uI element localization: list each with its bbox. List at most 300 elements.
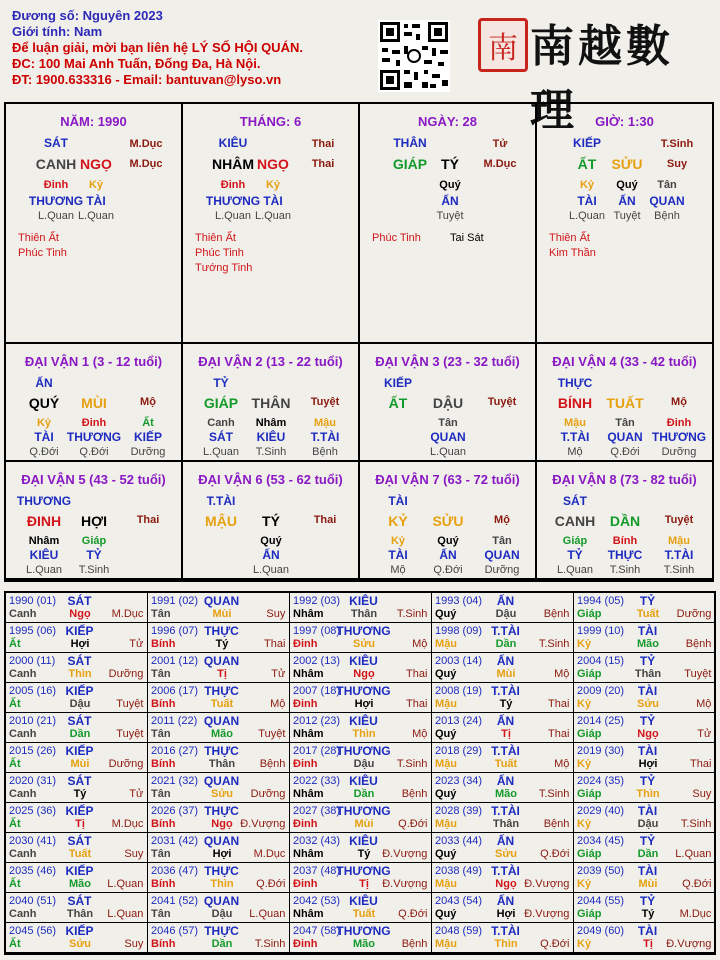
year-stage: Bệnh	[685, 638, 712, 650]
pillar-god-stage: M.Dục	[129, 138, 163, 150]
year-god: TÀI	[637, 924, 658, 938]
hidden-stage: Q.Đới	[79, 446, 109, 458]
year-stem: Đinh	[293, 938, 318, 950]
year-stem: Nhâm	[293, 668, 324, 680]
year-stage: Thai	[689, 758, 712, 770]
year-branch: Tuất	[68, 848, 92, 860]
year-label: 2023 (34)	[435, 775, 483, 787]
year-stem: Nhâm	[293, 608, 324, 620]
year-stage: Đ.Vượng	[240, 818, 286, 830]
year-cell[interactable]	[432, 743, 574, 773]
year-cell[interactable]	[432, 773, 574, 803]
phone-email[interactable]: ĐT: 1900.633316 - Email: bantuvan@lyso.vn	[12, 72, 282, 87]
year-stage: Mộ	[554, 758, 570, 770]
hidden-god: TÀI	[86, 194, 106, 208]
year-cell[interactable]	[6, 683, 148, 713]
year-branch: Ngọ	[495, 878, 517, 890]
year-stage: Đ.Vượng	[382, 878, 428, 890]
dai-van-branch: HỢI	[81, 513, 107, 529]
year-stem: Tân	[151, 608, 171, 620]
year-label: 2014 (25)	[577, 715, 625, 727]
year-cell[interactable]	[148, 833, 290, 863]
year-label: 2027 (38)	[293, 805, 341, 817]
hidden-stem: Quý	[616, 179, 638, 191]
year-stem: Nhâm	[293, 728, 324, 740]
year-label: 2008 (19)	[435, 685, 483, 697]
year-cell[interactable]	[574, 893, 716, 923]
year-stem: Đinh	[293, 638, 318, 650]
hidden-stem: Kỷ	[265, 179, 281, 191]
year-branch: Mùi	[212, 608, 232, 620]
year-stage: Tử	[271, 668, 286, 680]
hidden-god: TỶ	[86, 548, 102, 562]
year-god: TÀI	[637, 624, 658, 638]
year-branch: Tị	[217, 668, 227, 680]
dai-van-god: THỰC	[557, 376, 593, 390]
year-cell[interactable]	[432, 623, 574, 653]
year-label: 2036 (47)	[151, 865, 199, 877]
dai-van-god: KIẾP	[383, 376, 413, 390]
pillar-stem: CANH	[35, 156, 77, 172]
year-label: 2026 (37)	[151, 805, 199, 817]
year-stem: Mậu	[435, 938, 457, 950]
year-label: 1997 (08)	[293, 625, 341, 637]
year-stage: M.Dục	[679, 908, 712, 920]
year-cell[interactable]	[6, 743, 148, 773]
year-label: 1990 (01)	[9, 595, 57, 607]
year-god: KIÊU	[349, 774, 378, 788]
hidden-stem: Kỷ	[88, 179, 104, 191]
year-stem: Đinh	[293, 758, 318, 770]
hidden-god: THƯƠNG	[205, 194, 261, 208]
year-god: KIẾP	[65, 924, 94, 938]
year-cell[interactable]	[432, 683, 574, 713]
pillar-stem-stage: M.Dục	[129, 158, 163, 170]
pillar-god: KIẾP	[572, 136, 602, 150]
year-label: 2038 (49)	[435, 865, 483, 877]
hidden-stem: Tân	[492, 535, 512, 547]
year-cell[interactable]	[574, 683, 716, 713]
pillar-stem-stage: Suy	[666, 158, 688, 170]
dai-van-stage: Mộ	[671, 396, 687, 408]
year-god: THỰC	[204, 744, 239, 758]
year-god: THƯƠNG	[336, 924, 391, 938]
hidden-god: TÀI	[388, 548, 408, 562]
year-branch: Thìn	[210, 878, 234, 890]
year-god: ẤN	[496, 594, 515, 608]
pillar-cell	[360, 104, 537, 344]
year-cell[interactable]	[432, 863, 574, 893]
header-info	[12, 8, 372, 88]
year-cell[interactable]	[6, 803, 148, 833]
year-stage: Suy	[266, 608, 286, 620]
dai-van-title: ĐẠI VẬN 8 (73 - 82 tuổi)	[552, 472, 697, 487]
hidden-stage: Mộ	[390, 564, 406, 576]
year-cell[interactable]	[574, 803, 716, 833]
hidden-stem: Đinh	[220, 179, 246, 191]
year-branch: Thân	[66, 908, 94, 920]
year-label: 2049 (60)	[577, 925, 625, 937]
year-cell[interactable]	[290, 833, 432, 863]
year-god: THƯƠNG	[336, 684, 391, 698]
year-cell[interactable]	[6, 773, 148, 803]
hidden-god: T.TÀI	[310, 430, 340, 444]
year-branch: Tuất	[210, 698, 234, 710]
year-cell[interactable]	[148, 683, 290, 713]
year-stage: Q.Đới	[540, 848, 570, 860]
year-god: T.TÀI	[491, 924, 520, 938]
year-branch: Thìn	[636, 788, 660, 800]
year-stem: Giáp	[577, 848, 602, 860]
dai-van-branch: DẦN	[609, 513, 641, 529]
year-cell[interactable]	[6, 833, 148, 863]
year-branch: Dậu	[69, 698, 91, 710]
year-branch: Sửu	[352, 638, 376, 650]
hidden-stem: Kỷ	[579, 179, 595, 191]
year-cell[interactable]	[6, 863, 148, 893]
year-cell[interactable]	[6, 653, 148, 683]
year-stage: T.Sinh	[254, 938, 286, 950]
hidden-stem: Nhâm	[28, 535, 60, 547]
year-stem: Ất	[9, 818, 21, 830]
year-stage: Q.Đới	[682, 878, 712, 890]
dai-van-stem: CANH	[554, 513, 596, 529]
year-branch: Tý	[215, 638, 229, 650]
year-god: SÁT	[67, 894, 92, 908]
year-god: TÀI	[637, 744, 658, 758]
year-god: KIÊU	[349, 654, 378, 668]
year-stage: Tuyệt	[116, 698, 144, 710]
year-god: KIÊU	[349, 834, 378, 848]
pillar-stem: GIÁP	[392, 156, 428, 172]
year-stage: Đ.Vượng	[524, 878, 570, 890]
year-stem: Đinh	[293, 878, 318, 890]
dai-van-stem: QUÝ	[28, 395, 60, 411]
year-stem: Quý	[435, 908, 457, 920]
year-cell[interactable]	[432, 923, 574, 953]
year-branch: Ngọ	[211, 818, 233, 830]
hidden-god: KIÊU	[29, 548, 59, 562]
year-cell[interactable]	[290, 923, 432, 953]
star-label: Tướng Tinh	[195, 262, 253, 274]
hidden-stage: L.Quan	[214, 210, 252, 222]
dai-van-stage: Tuyệt	[664, 514, 694, 526]
dai-van-stage: Thai	[313, 514, 337, 526]
year-label: 2000 (11)	[9, 655, 56, 667]
year-stage: Tuyệt	[116, 728, 144, 740]
year-stem: Bính	[151, 938, 176, 950]
year-label: 2015 (26)	[9, 745, 57, 757]
year-cell[interactable]	[6, 893, 148, 923]
hidden-god: TỶ	[567, 548, 583, 562]
year-cell[interactable]	[148, 653, 290, 683]
year-stem: Quý	[435, 728, 457, 740]
hidden-stem: Canh	[207, 417, 235, 429]
year-cell[interactable]	[290, 893, 432, 923]
pillar-god: KIÊU	[218, 136, 248, 150]
year-cell[interactable]	[574, 923, 716, 953]
pillar-branch: TÝ	[441, 156, 459, 172]
year-cell[interactable]	[6, 623, 148, 653]
year-stage: Bệnh	[259, 758, 286, 770]
year-god: QUAN	[203, 834, 240, 848]
year-god: T.TÀI	[491, 744, 520, 758]
year-branch: Mão	[353, 938, 375, 950]
year-stem: Giáp	[577, 608, 602, 620]
year-god: TỶ	[639, 714, 656, 728]
year-cell[interactable]	[290, 683, 432, 713]
pillar-god-stage: Thai	[311, 138, 335, 150]
hidden-god: KIÊU	[256, 430, 286, 444]
dai-van-branch: MÙI	[81, 395, 107, 411]
pillar-god-stage: Tử	[492, 138, 508, 150]
year-label: 2044 (55)	[577, 895, 625, 907]
pillar-cell	[537, 104, 714, 344]
dai-van-cell[interactable]	[183, 344, 360, 462]
year-stage: Q.Đới	[540, 938, 570, 950]
year-cell[interactable]	[290, 743, 432, 773]
year-cell[interactable]	[148, 863, 290, 893]
year-stem: Mậu	[435, 758, 457, 770]
pillar-god: SÁT	[44, 136, 68, 150]
gender: Giới tính: Nam	[12, 24, 103, 39]
year-stem: Ất	[9, 938, 21, 950]
year-cell[interactable]	[574, 593, 716, 623]
dai-van-branch: TÝ	[262, 513, 280, 529]
dai-van-branch: DẬU	[432, 395, 464, 411]
year-label: 2020 (31)	[9, 775, 57, 787]
year-stem: Bính	[151, 878, 176, 890]
year-stage: Thai	[405, 698, 428, 710]
year-cell[interactable]	[6, 593, 148, 623]
year-branch: Dần	[495, 638, 517, 650]
hidden-stage: Dưỡng	[130, 446, 166, 458]
year-cell[interactable]	[148, 713, 290, 743]
year-cell[interactable]	[574, 623, 716, 653]
year-stem: Giáp	[577, 908, 602, 920]
year-branch: Hợi	[496, 908, 516, 920]
year-label: 1994 (05)	[577, 595, 625, 607]
year-label: 2043 (54)	[435, 895, 483, 907]
dai-van-cell[interactable]	[6, 462, 183, 580]
year-label: 2034 (45)	[577, 835, 625, 847]
dai-van-stage: Tuyệt	[310, 396, 340, 408]
dai-van-cell[interactable]	[183, 462, 360, 580]
pillar-title: NĂM: 1990	[60, 114, 127, 129]
year-god: KIẾP	[65, 624, 94, 638]
dai-van-stage: Mộ	[140, 396, 156, 408]
hidden-god: QUAN	[607, 430, 643, 444]
star-label: Thiên Ất	[18, 232, 59, 244]
year-cell[interactable]	[148, 803, 290, 833]
year-branch: Thân	[492, 818, 520, 830]
hidden-stem: Bính	[612, 535, 638, 547]
year-branch: Sửu	[210, 788, 234, 800]
year-branch: Mão	[69, 878, 91, 890]
year-cell[interactable]	[574, 743, 716, 773]
pillar-branch: SỬU	[611, 156, 643, 172]
year-god: TỶ	[639, 774, 656, 788]
dai-van-cell[interactable]	[360, 462, 537, 580]
year-cell[interactable]	[148, 743, 290, 773]
hidden-stage: L.Quan	[568, 210, 606, 222]
hidden-stage: Mộ	[567, 446, 583, 458]
year-cell[interactable]	[148, 923, 290, 953]
year-label: 2022 (33)	[293, 775, 341, 787]
hidden-god: T.TÀI	[664, 548, 694, 562]
year-branch: Dậu	[495, 608, 517, 620]
year-stem: Nhâm	[293, 788, 324, 800]
year-stage: Mộ	[696, 698, 712, 710]
year-label: 1995 (06)	[9, 625, 57, 637]
year-cell[interactable]	[432, 593, 574, 623]
pillar-branch: NGỌ	[80, 156, 112, 172]
year-label: 2025 (36)	[9, 805, 57, 817]
dai-van-cell[interactable]	[537, 462, 714, 580]
year-stage: Bệnh	[543, 608, 570, 620]
dai-van-god: TỶ	[213, 376, 229, 390]
year-cell[interactable]	[148, 893, 290, 923]
year-stem: Nhâm	[293, 908, 324, 920]
year-branch: Sửu	[494, 848, 518, 860]
dai-van-cell[interactable]	[537, 344, 714, 462]
dai-van-cell[interactable]	[6, 344, 183, 462]
year-branch: Ngọ	[637, 728, 659, 740]
year-stage: Mộ	[412, 728, 428, 740]
year-label: 2010 (21)	[9, 715, 57, 727]
year-branch: Thân	[350, 608, 378, 620]
year-cell[interactable]	[6, 713, 148, 743]
pillar-stem: ẤT	[577, 156, 597, 172]
year-cell[interactable]	[574, 773, 716, 803]
year-god: THỰC	[204, 804, 239, 818]
year-label: 2011 (22)	[151, 715, 198, 727]
dai-van-title: ĐẠI VẬN 6 (53 - 62 tuổi)	[198, 472, 343, 487]
year-label: 2046 (57)	[151, 925, 199, 937]
year-god: QUAN	[203, 654, 240, 668]
year-god: ẤN	[496, 714, 515, 728]
star-label: Phúc Tinh	[372, 232, 421, 244]
year-label: 2048 (59)	[435, 925, 483, 937]
hidden-stem: Mậu	[314, 417, 336, 429]
year-label: 2028 (39)	[435, 805, 483, 817]
year-cell[interactable]	[574, 653, 716, 683]
year-branch: Thân	[634, 668, 662, 680]
pillar-god-stage: T.Sinh	[660, 138, 694, 150]
star-label: Thiên Ất	[195, 232, 236, 244]
dai-van-god: ẤN	[35, 376, 53, 390]
dai-van-stage: Mộ	[494, 514, 510, 526]
hidden-god: TÀI	[577, 194, 597, 208]
dai-van-stage: Thai	[136, 514, 160, 526]
year-cell[interactable]	[432, 833, 574, 863]
hidden-stem: Quý	[437, 535, 459, 547]
year-god: T.TÀI	[491, 864, 520, 878]
hidden-god: SÁT	[209, 430, 233, 444]
year-branch: Tuất	[352, 908, 376, 920]
year-stage: Suy	[124, 848, 144, 860]
dai-van-title: ĐẠI VẬN 7 (63 - 72 tuổi)	[375, 472, 520, 487]
year-cell[interactable]	[290, 653, 432, 683]
year-cell[interactable]	[432, 713, 574, 743]
dai-van-cell[interactable]	[360, 344, 537, 462]
hidden-stage: Q.Đới	[610, 446, 640, 458]
year-god: T.TÀI	[491, 624, 520, 638]
year-cell[interactable]	[574, 863, 716, 893]
pillar-stem-stage: Thai	[311, 158, 335, 170]
hidden-stem: Mậu	[668, 535, 690, 547]
year-stem: Canh	[9, 668, 37, 680]
year-cell[interactable]	[574, 833, 716, 863]
year-cell[interactable]	[148, 593, 290, 623]
qr-code-icon[interactable]	[378, 20, 450, 92]
year-branch: Tuất	[494, 758, 518, 770]
hidden-stage: Tuyệt	[613, 210, 641, 222]
year-cell[interactable]	[290, 713, 432, 743]
dai-van-god: TÀI	[388, 494, 408, 508]
year-branch: Mão	[495, 788, 517, 800]
year-stem: Mậu	[435, 878, 457, 890]
pillar-title: GIỜ: 1:30	[595, 114, 654, 129]
year-stage: Q.Đới	[398, 908, 428, 920]
year-stem: Tân	[151, 668, 171, 680]
year-stem: Ất	[9, 638, 21, 650]
year-cell[interactable]	[148, 773, 290, 803]
year-god: THỰC	[204, 624, 239, 638]
year-god: ẤN	[496, 894, 515, 908]
address: ĐC: 100 Mai Anh Tuấn, Đống Đa, Hà Nội.	[12, 56, 261, 71]
year-label: 1992 (03)	[293, 595, 341, 607]
year-cell[interactable]	[290, 863, 432, 893]
year-cell[interactable]	[432, 653, 574, 683]
year-stem: Quý	[435, 788, 457, 800]
year-god: TÀI	[637, 684, 658, 698]
year-label: 2042 (53)	[293, 895, 341, 907]
year-cell[interactable]	[290, 803, 432, 833]
year-god: ẤN	[496, 774, 515, 788]
chart-grid	[4, 102, 714, 582]
hidden-god: T.TÀI	[560, 430, 590, 444]
year-stem: Kỷ	[577, 938, 592, 950]
year-cell[interactable]	[290, 773, 432, 803]
year-stem: Canh	[9, 608, 37, 620]
year-cell[interactable]	[6, 923, 148, 953]
year-god: THƯƠNG	[336, 864, 391, 878]
year-cell[interactable]	[148, 623, 290, 653]
year-label: 2039 (50)	[577, 865, 625, 877]
year-cell[interactable]	[432, 893, 574, 923]
person-name: Đương số: Nguyên 2023	[12, 8, 163, 23]
year-stem: Canh	[9, 848, 37, 860]
year-stem: Canh	[9, 728, 37, 740]
year-cell[interactable]	[290, 623, 432, 653]
year-stage: L.Quan	[249, 908, 286, 920]
year-stage: T.Sinh	[680, 818, 712, 830]
dai-van-title: ĐẠI VẬN 5 (43 - 52 tuổi)	[21, 472, 166, 487]
hidden-stem: Tân	[438, 417, 458, 429]
year-cell[interactable]	[574, 713, 716, 743]
hidden-god: THƯƠNG	[28, 194, 84, 208]
hidden-stage: T.Sinh	[609, 564, 641, 576]
year-stem: Mậu	[435, 638, 457, 650]
hidden-god: ẤN	[262, 548, 280, 562]
year-stage: M.Dục	[253, 848, 286, 860]
year-label: 2009 (20)	[577, 685, 625, 697]
year-cell[interactable]	[432, 803, 574, 833]
year-cell[interactable]	[290, 593, 432, 623]
year-god: T.TÀI	[491, 684, 520, 698]
year-stem: Kỷ	[577, 758, 592, 770]
